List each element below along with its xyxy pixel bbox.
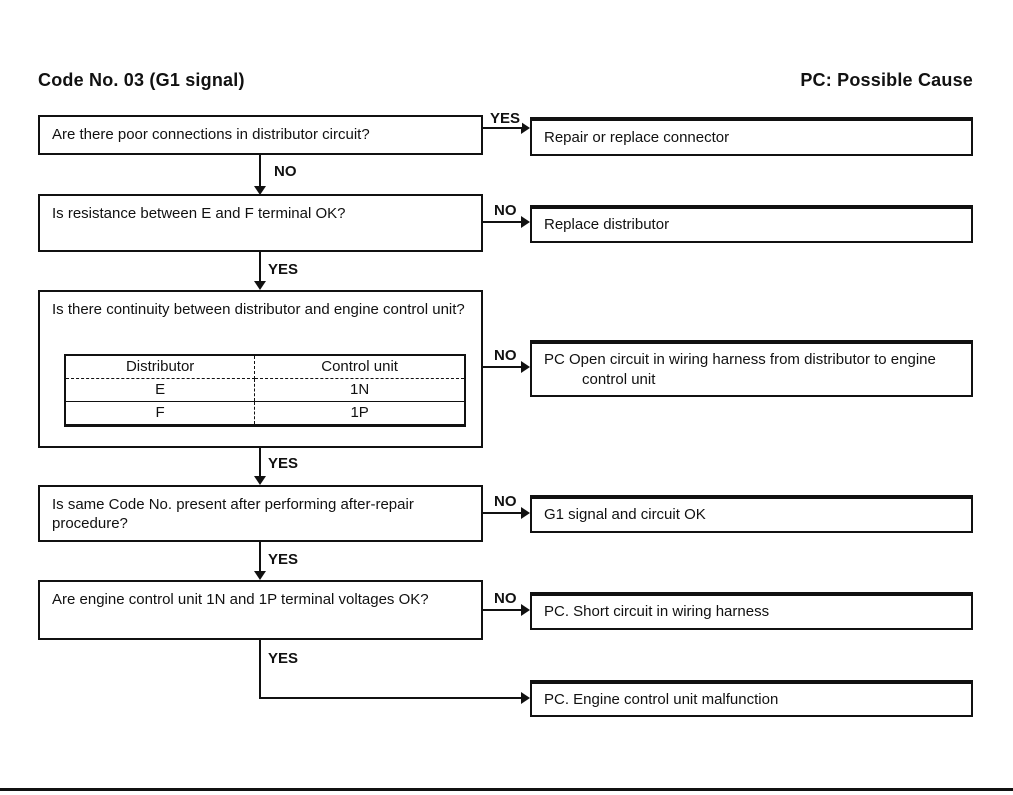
question-text-4: Is same Code No. present after performing after-repair procedure? bbox=[52, 496, 414, 532]
question-text-2: Is resistance between E and F terminal OK? bbox=[52, 205, 346, 222]
arrow-right-icon bbox=[521, 122, 530, 134]
result-box-4 bbox=[530, 495, 973, 533]
flow-line-yes-1 bbox=[483, 127, 523, 129]
terminal-table bbox=[64, 354, 466, 427]
result-text-4: G1 signal and circuit OK bbox=[544, 506, 706, 524]
flow-line-yes-2 bbox=[259, 252, 261, 282]
question-box-2 bbox=[38, 194, 483, 252]
table-cell: F bbox=[66, 402, 255, 425]
branch-label-2: NO bbox=[494, 202, 517, 219]
table-row bbox=[66, 379, 464, 402]
arrow-down-icon bbox=[254, 571, 266, 580]
result-text-2: Replace distributor bbox=[544, 216, 670, 234]
page-bottom-rule bbox=[0, 788, 1013, 791]
question-box-1 bbox=[38, 115, 483, 155]
question-text-1: Are there poor connections in distributor circuit? bbox=[52, 126, 370, 143]
flow-line-yes-5 bbox=[259, 640, 261, 699]
table-header-row bbox=[66, 356, 464, 379]
result-text-1: Repair or replace connector bbox=[544, 128, 730, 146]
result-text-5: PC. Short circuit in wiring harness bbox=[544, 603, 770, 621]
result-box-5 bbox=[530, 592, 973, 630]
branch-label-3: NO bbox=[494, 347, 517, 364]
flow-line-yes-4 bbox=[259, 542, 261, 572]
result-box-1 bbox=[530, 117, 973, 156]
result-text-3: PC Open circuit in wiring harness from distributor to engine control unit bbox=[544, 351, 936, 388]
pc-legend: PC: Possible Cause bbox=[800, 70, 973, 90]
table-row bbox=[66, 402, 464, 425]
flow-line-no-1 bbox=[259, 155, 261, 187]
flow-line-yes-3 bbox=[259, 448, 261, 477]
result-box-3 bbox=[530, 340, 973, 397]
table-cell: E bbox=[66, 379, 255, 402]
question-text-5: Are engine control unit 1N and 1P terminal voltages OK? bbox=[52, 591, 429, 608]
arrow-right-icon bbox=[521, 507, 530, 519]
page-header bbox=[38, 70, 973, 91]
arrow-right-icon bbox=[521, 361, 530, 373]
question-text-3: Is there continuity between distributor and engine control unit? bbox=[52, 301, 465, 318]
down-label-1: NO bbox=[274, 163, 297, 180]
flow-line-final bbox=[259, 697, 521, 699]
down-label-2: YES bbox=[268, 261, 299, 278]
down-label-3: YES bbox=[268, 455, 299, 472]
down-label-5: YES bbox=[268, 650, 299, 667]
page-title: Code No. 03 (G1 signal) bbox=[38, 70, 245, 90]
arrow-right-icon bbox=[521, 604, 530, 616]
flow-line-no-3 bbox=[483, 366, 523, 368]
arrow-right-icon bbox=[521, 692, 530, 704]
question-box-3 bbox=[38, 290, 483, 448]
flow-line-no-4 bbox=[483, 512, 523, 514]
down-label-4: YES bbox=[268, 551, 299, 568]
flow-line-no-2 bbox=[483, 221, 523, 223]
table-header-control-unit: Control unit bbox=[255, 356, 464, 379]
arrow-down-icon bbox=[254, 476, 266, 485]
table-header-distributor: Distributor bbox=[66, 356, 255, 379]
result-box-2 bbox=[530, 205, 973, 243]
arrow-down-icon bbox=[254, 281, 266, 290]
question-box-4 bbox=[38, 485, 483, 542]
flow-line-no-5 bbox=[483, 609, 523, 611]
question-box-5 bbox=[38, 580, 483, 640]
table-cell: 1P bbox=[255, 402, 464, 425]
result-box-final bbox=[530, 680, 973, 717]
arrow-right-icon bbox=[521, 216, 530, 228]
branch-label-4: NO bbox=[494, 493, 517, 510]
branch-label-1: YES bbox=[490, 110, 521, 127]
table-cell: 1N bbox=[350, 380, 370, 398]
result-text-final: PC. Engine control unit malfunction bbox=[544, 690, 779, 708]
branch-label-5: NO bbox=[494, 590, 517, 607]
